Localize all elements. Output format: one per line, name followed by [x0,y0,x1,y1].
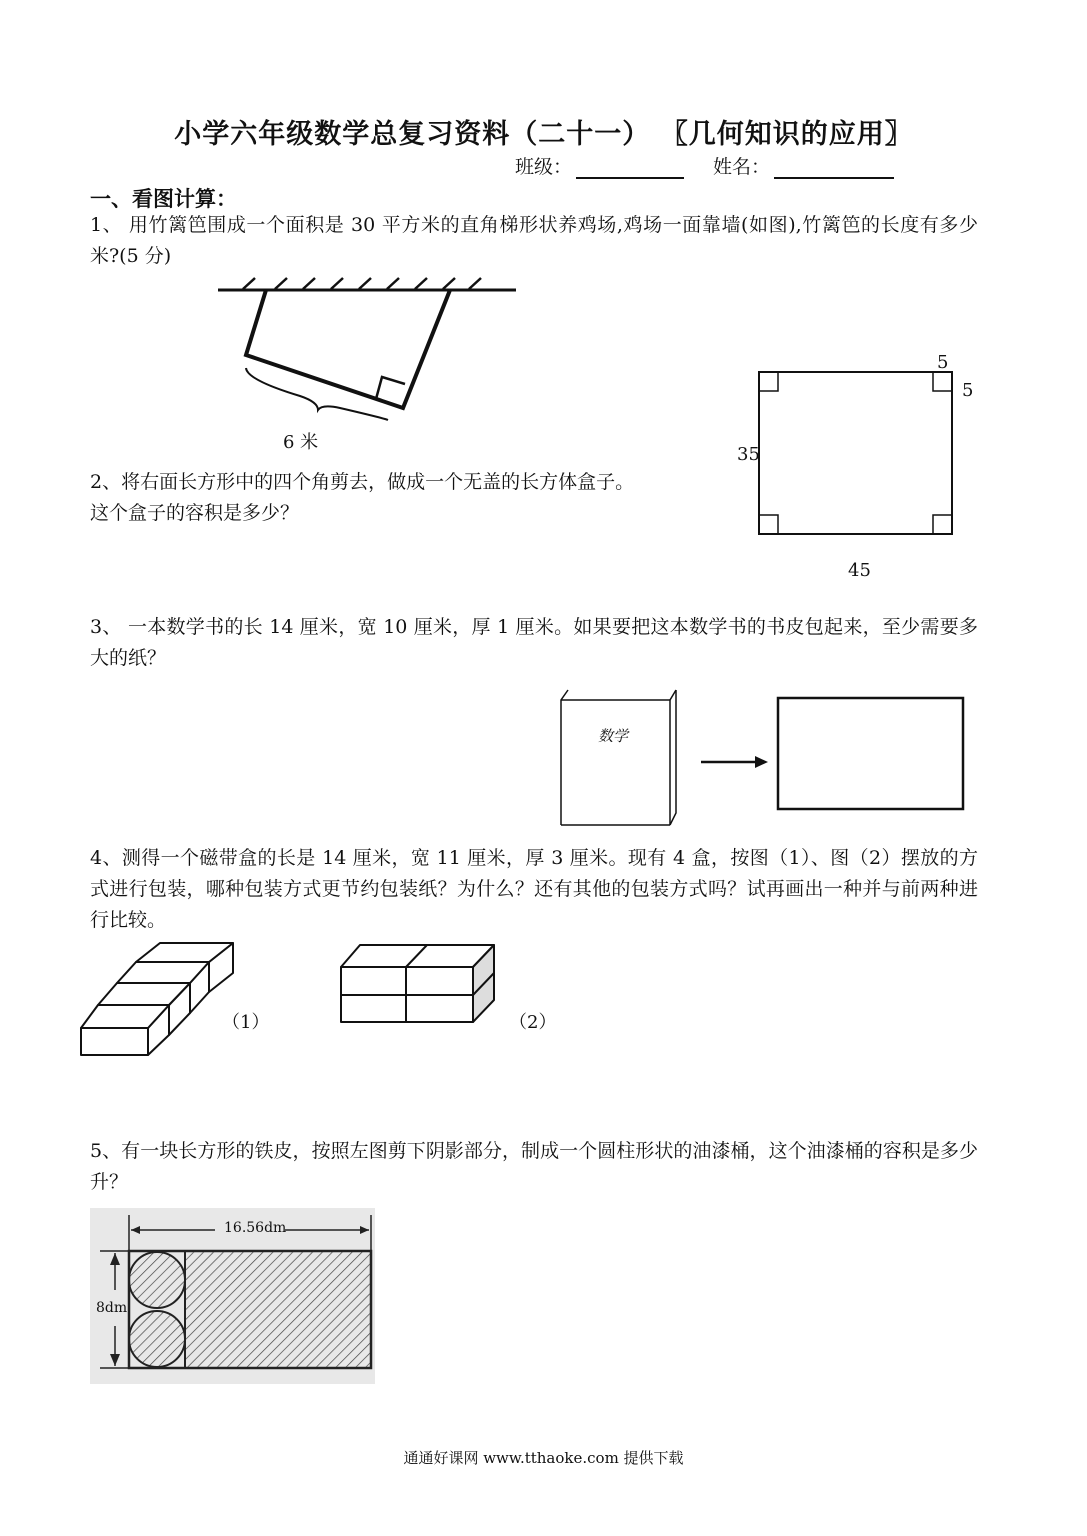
top-circle [129,1252,185,1308]
label-35: 35 [737,444,760,465]
question-5-text: 5、有一块长方形的铁皮，按照左图剪下阴影部分，制成一个圆柱形状的油漆桶，这个油漆桶的容积是多少升？ [90,1140,978,1193]
figure-1-label: （1） [222,1012,270,1033]
question-1-text: 1、 用竹篱笆围成一个面积是 30 平方米的直角梯形状养鸡场,鸡场一面靠墙(如图),竹篱笆的长度有多少米?(5 分) [90,214,978,267]
class-label: 班级： [515,156,573,178]
width-label: 16.56dm [224,1220,287,1236]
figure-2-label: （2） [509,1012,557,1033]
label-5-top: 5 [937,352,949,373]
height-label: 8dm [96,1300,128,1316]
question-2-line1: 2、将右面长方形中的四个角剪去，做成一个无盖的长方体盒子。 [90,471,635,493]
label-6m: 6 米 [283,432,319,453]
name-label: 姓名： [713,156,771,178]
question-3-text: 3、 一本数学书的长 14 厘米，宽 10 厘米，厚 1 厘米。如果要把这本数学书的书皮包起来，至少需要多大的纸？ [90,616,978,669]
bottom-circle [129,1311,185,1367]
label-5-right: 5 [962,380,974,401]
section-heading: 一、看图计算： [90,186,237,211]
shaded-rectangle [185,1252,370,1367]
label-45: 45 [848,560,871,581]
page-title: 小学六年级数学总复习资料（二十一） 〖几何知识的应用〗 [174,119,913,150]
book-title: 数学 [598,727,629,745]
question-2-line2: 这个盒子的容积是多少？ [90,502,300,524]
question-4-text: 4、测得一个磁带盒的长是 14 厘米，宽 11 厘米，厚 3 厘米。现有 4 盒，按图（1）、图（2）摆放的方式进行包装，哪种包装方式更节约包装纸？为什么？还有其他的包装方式吗？试再画出一种并与前两种进行比较。 [90,847,978,931]
footer-text: 通通好课网 www.tthaoke.com 提供下载 [403,1449,684,1467]
